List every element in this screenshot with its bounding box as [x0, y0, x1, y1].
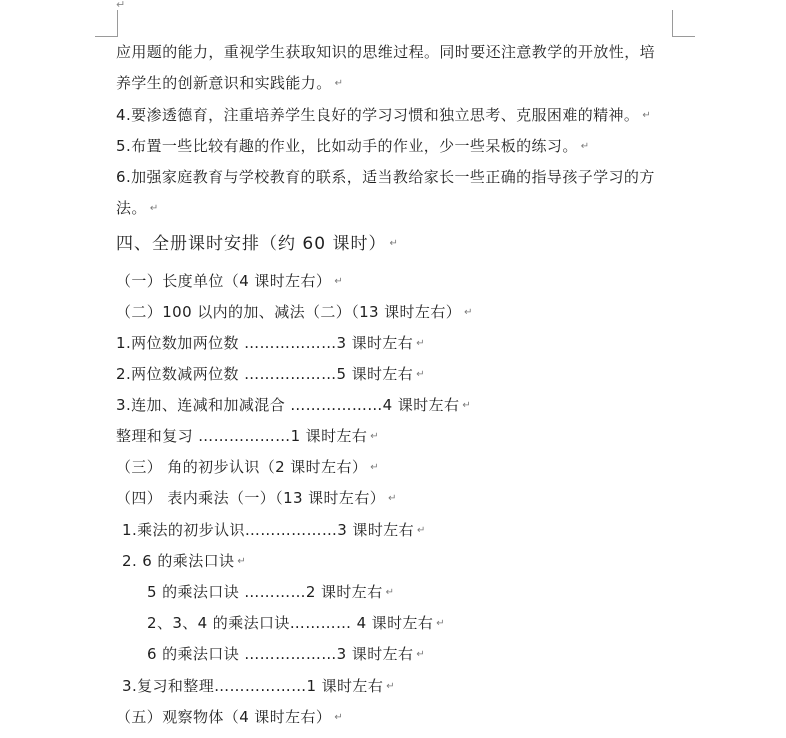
- line-text: （一）长度单位（4 课时左右）: [116, 272, 332, 290]
- paragraph-mark-icon: ↵: [386, 680, 396, 692]
- paragraph-mark-icon: ↵: [416, 368, 425, 380]
- text-line: [147, 644, 425, 665]
- paragraph-mark-icon: ↵: [334, 711, 344, 723]
- text-line: [116, 73, 343, 94]
- paragraph-mark-icon: ↵: [388, 492, 397, 504]
- paragraph-mark-icon: ↵: [334, 77, 344, 89]
- line-text: 应用题的能力，重视学生获取知识的思维过程。同时要还注意教学的开放性，培: [116, 43, 656, 61]
- line-text: 3.复习和整理………………1 课时左右: [122, 677, 384, 695]
- text-line: [116, 488, 397, 509]
- crop-mark-top-right: [672, 10, 695, 37]
- text-line: [116, 333, 425, 354]
- line-text: 四、全册课时安排（约 60 课时）: [116, 234, 387, 254]
- paragraph-mark-icon: ↵: [237, 555, 247, 567]
- paragraph-mark-icon: ↵: [464, 306, 473, 318]
- line-text: 整理和复习 ………………1 课时左右: [116, 427, 368, 445]
- text-line: [116, 395, 471, 416]
- text-line: [116, 426, 379, 447]
- paragraph-mark-icon: ↵: [580, 140, 590, 152]
- text-line: [116, 707, 343, 728]
- text-line: [122, 520, 426, 541]
- text-line: [116, 136, 590, 157]
- text-line: [122, 551, 246, 572]
- section-heading: [116, 234, 399, 254]
- line-text: （二）100 以内的加、减法（二）（13 课时左右）: [116, 303, 462, 321]
- text-line: [116, 364, 425, 385]
- line-text: 5 的乘法口诀 …………2 课时左右: [147, 583, 383, 601]
- line-text: 1.乘法的初步认识………………3 课时左右: [122, 521, 415, 539]
- text-line: [116, 167, 655, 187]
- line-text: （四） 表内乘法（一）（13 课时左右）: [116, 489, 386, 507]
- line-text: （三） 角的初步认识（2 课时左右）: [116, 458, 368, 476]
- paragraph-mark-icon: ↵: [385, 586, 395, 598]
- line-text: 6.加强家庭教育与学校教育的联系，适当教给家长一些正确的指导孩子学习的方: [116, 168, 655, 186]
- text-line: [147, 613, 445, 634]
- paragraph-mark-icon: ↵: [334, 275, 344, 287]
- paragraph-mark-icon: ↵: [149, 202, 159, 214]
- line-text: 2.两位数减两位数 ………………5 课时左右: [116, 365, 414, 383]
- line-text: 2. 6 的乘法口诀: [122, 552, 235, 570]
- line-text: 养学生的创新意识和实践能力。: [116, 74, 332, 92]
- line-text: 2、3、4 的乘法口诀………… 4 课时左右: [147, 614, 434, 632]
- text-line: [116, 302, 473, 323]
- text-line: [116, 271, 343, 292]
- text-line: [116, 198, 159, 219]
- paragraph-mark-icon: ↵: [642, 109, 652, 121]
- line-text: 3.连加、连减和加减混合 ………………4 课时左右: [116, 396, 460, 414]
- text-line: [116, 42, 655, 62]
- paragraph-mark-icon: ↵: [116, 0, 126, 11]
- text-line: [147, 582, 394, 603]
- paragraph-mark-icon: ↵: [417, 524, 426, 536]
- paragraph-mark-icon: ↵: [389, 238, 399, 249]
- text-line: [116, 105, 651, 126]
- paragraph-mark-icon: ↵: [462, 399, 472, 411]
- paragraph-mark-icon: ↵: [370, 461, 380, 473]
- text-line: [122, 676, 395, 697]
- paragraph-mark-icon: ↵: [416, 337, 425, 349]
- line-text: 5.布置一些比较有趣的作业，比如动手的作业，少一些呆板的练习。: [116, 137, 578, 155]
- line-text: 6 的乘法口诀 ………………3 课时左右: [147, 645, 414, 663]
- text-line: [116, 457, 379, 478]
- line-text: 法。: [116, 199, 147, 217]
- paragraph-mark-icon: ↵: [370, 430, 380, 442]
- paragraph-mark-icon: ↵: [436, 617, 446, 629]
- paragraph-mark-icon: ↵: [416, 648, 426, 660]
- line-text: 1.两位数加两位数 ………………3 课时左右: [116, 334, 414, 352]
- crop-mark-top-left: [95, 10, 118, 37]
- line-text: （五）观察物体（4 课时左右）: [116, 708, 332, 726]
- line-text: 4.要渗透德育，注重培养学生良好的学习习惯和独立思考、克服困难的精神。: [116, 106, 640, 124]
